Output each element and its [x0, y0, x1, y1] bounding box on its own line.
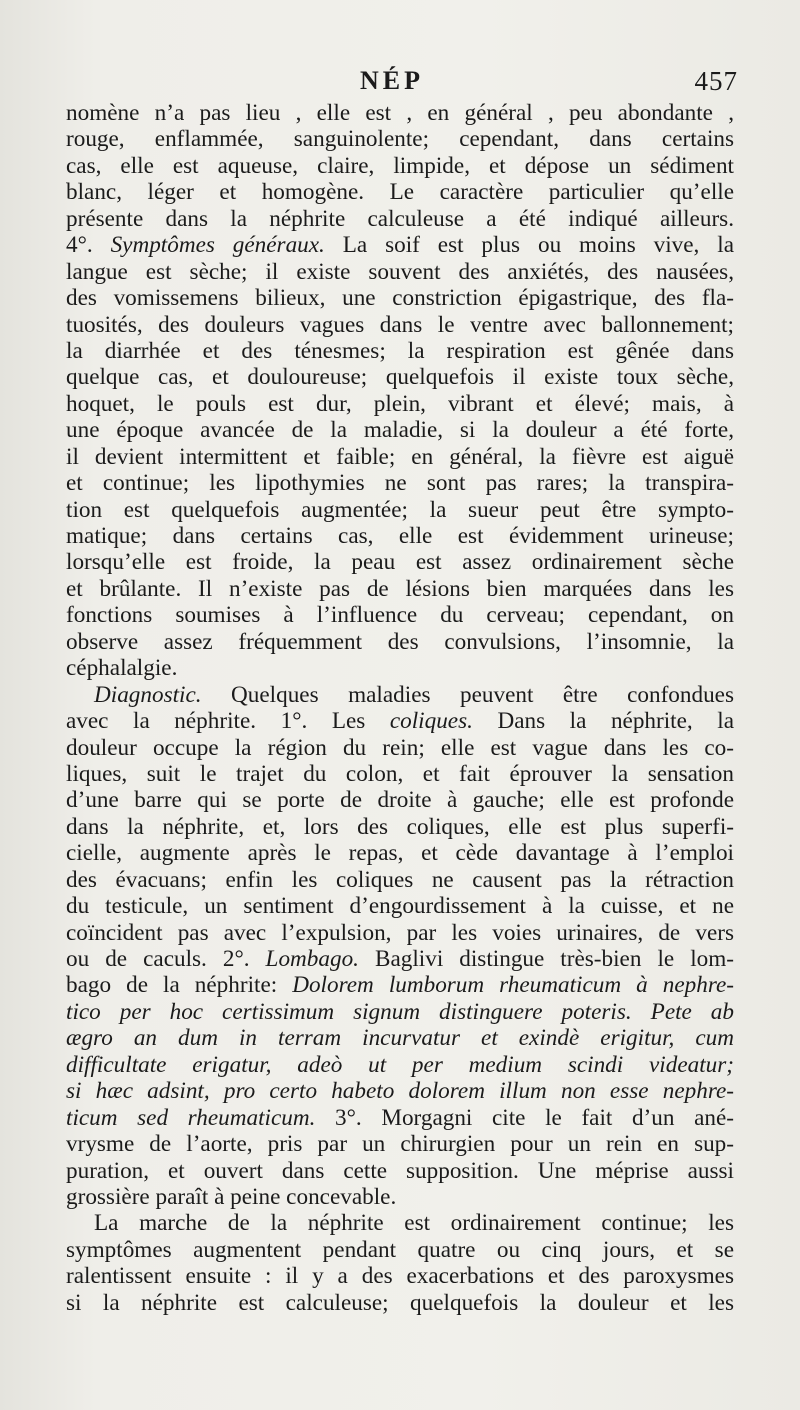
text-line	[66, 444, 734, 470]
page-number: 457	[694, 66, 738, 96]
text-segment: liques, suit le trajet du colon, et fait éprouver la sensation	[66, 760, 734, 787]
italic-segment: coliques.	[389, 708, 473, 735]
italic-segment: Diagnostic.	[94, 681, 202, 708]
text-line	[66, 629, 734, 655]
text-segment: bago de la néphrite:	[66, 972, 293, 999]
text-line	[66, 259, 734, 285]
text-segment: la diarrhée et des ténesmes; la respiration est gênée dans	[66, 337, 734, 364]
text-segment: avec la néphrite. 1°. Les	[66, 708, 390, 735]
italic-segment: difficultate erigatur, adeò ut per medium scindi videatur;	[66, 1051, 734, 1078]
italic-segment: ægro an dum in terram incurvatur et exindè erigitur, cum	[66, 1025, 734, 1052]
running-title: NÉP	[360, 66, 424, 95]
text-segment: du testicule, un sentiment d’engourdissement à la cuisse, et ne	[66, 893, 734, 920]
text-line	[66, 1052, 734, 1078]
italic-segment: Lombago.	[265, 946, 359, 972]
text-segment: présente dans la néphrite calculeuse a été indiqué ailleurs.	[66, 205, 734, 232]
text-line	[66, 787, 734, 813]
text-segment: cielle, augmente après le repas, et cède davantage à l’emploi	[66, 840, 734, 867]
text-line	[66, 708, 734, 734]
text-segment: grossière paraît à peine concevable.	[66, 1183, 397, 1210]
text-segment: La soif est plus ou moins vive, la	[324, 232, 734, 259]
text-line	[66, 364, 734, 390]
text-line	[66, 946, 734, 972]
text-line	[66, 100, 734, 126]
text-line	[66, 999, 734, 1025]
text-line	[66, 761, 734, 787]
text-line	[66, 285, 734, 311]
text-segment: si la néphrite est calculeuse; quelquefois la douleur et les	[66, 1289, 734, 1316]
text-line	[66, 549, 734, 575]
text-segment: il devient intermittent et faible; en général, la fièvre est aiguë	[66, 443, 734, 470]
text-line	[66, 1184, 734, 1210]
text-line	[66, 576, 734, 602]
text-line	[66, 602, 734, 628]
text-segment: Baglivi distingue très-bien le lom-	[358, 946, 734, 972]
text-line	[66, 338, 734, 364]
text-line	[66, 1158, 734, 1184]
text-line	[66, 1105, 734, 1131]
text-segment: observe assez fréquemment des convulsions, l’insomnie, la	[66, 628, 734, 655]
text-line	[66, 470, 734, 496]
text-line	[66, 1263, 734, 1289]
text-segment: des évacuans; enfin les coliques ne causent pas la rétraction	[66, 866, 734, 893]
text-line	[66, 920, 734, 946]
text-segment: matique; dans certains cas, elle est évidemment urineuse;	[66, 523, 734, 549]
italic-segment: Dolorem lumborum rheumaticum à nephre-	[292, 972, 735, 999]
text-segment: 3°. Morgagni cite le fait d’un ané-	[315, 1104, 734, 1131]
text-segment: coïncident pas avec l’expulsion, par les voies urinaires, de vers	[66, 919, 734, 946]
body-text	[66, 100, 734, 1316]
text-segment: langue est sèche; il existe souvent des anxiétés, des nausées,	[66, 258, 734, 285]
text-segment: symptômes augmentent pendant quatre ou cinq jours, et se	[66, 1236, 734, 1263]
text-line	[66, 893, 734, 919]
text-line	[66, 840, 734, 866]
text-segment: fonctions soumises à l’influence du cerveau; cependant, on	[66, 602, 734, 629]
text-segment: lorsqu’elle est froide, la peau est assez ordinairement sèche	[66, 549, 734, 576]
text-line	[66, 1078, 734, 1104]
text-segment: rouge, enflammée, sanguinolente; cependant, dans certains	[66, 126, 734, 153]
text-segment: blanc, léger et homogène. Le caractère particulier qu’elle	[66, 179, 734, 206]
text-line	[66, 867, 734, 893]
text-line	[66, 153, 734, 179]
text-segment: puration, et ouvert dans cette supposition. Une méprise aussi	[66, 1157, 734, 1184]
text-line	[66, 1237, 734, 1263]
running-head	[0, 66, 800, 100]
text-segment: vrysme de l’aorte, pris par un chirurgien pour un rein en sup-	[66, 1131, 734, 1158]
text-segment: tion est quelquefois augmentée; la sueur peut être sympto-	[66, 496, 734, 523]
text-line	[66, 814, 734, 840]
text-line	[66, 523, 734, 549]
text-segment: La marche de la néphrite est ordinairement continue; les	[94, 1210, 734, 1237]
text-line	[66, 497, 734, 523]
text-segment: Quelques maladies peuvent être confondues	[201, 681, 734, 708]
text-segment: nomène n’a pas lieu , elle est , en général , peu abondante ,	[66, 100, 734, 126]
text-line	[66, 417, 734, 443]
text-line	[66, 655, 734, 681]
text-segment: et brûlante. Il n’existe pas de lésions bien marquées dans les	[66, 575, 734, 602]
text-line	[66, 972, 734, 998]
text-segment: quelque cas, et douloureuse; quelquefois il existe toux sèche,	[66, 364, 734, 391]
text-segment: cas, elle est aqueuse, claire, limpide, et dépose un sédiment	[66, 152, 734, 179]
text-line	[66, 682, 734, 708]
text-segment: tuosités, des douleurs vagues dans le ventre avec ballonnement;	[66, 311, 734, 338]
italic-segment: si hæc adsint, pro certo habeto dolorem illum non esse nephre-	[66, 1078, 734, 1105]
text-line	[66, 1210, 734, 1236]
text-segment: 4°.	[66, 232, 111, 259]
italic-segment: tico per hoc certissimum signum distinguere poteris. Pete ab	[66, 998, 734, 1025]
text-line	[66, 735, 734, 761]
italic-segment: ticum sed rheumaticum.	[66, 1104, 316, 1131]
text-segment: céphalalgie.	[66, 655, 178, 682]
text-line	[66, 126, 734, 152]
text-segment: d’une barre qui se porte de droite à gauche; elle est profonde	[66, 787, 734, 814]
text-segment: des vomissemens bilieux, une constriction épigastrique, des fla-	[66, 285, 734, 312]
text-line	[66, 206, 734, 232]
text-segment: hoquet, le pouls est dur, plein, vibrant et élevé; mais, à	[66, 390, 734, 417]
text-segment: et continue; les lipothymies ne sont pas rares; la transpira-	[66, 470, 734, 497]
text-segment: une époque avancée de la maladie, si la douleur a été forte,	[66, 417, 734, 444]
text-segment: ou de caculs. 2°.	[66, 946, 266, 972]
text-line	[66, 1290, 734, 1316]
text-segment: Dans la néphrite, la	[472, 708, 734, 735]
text-line	[66, 232, 734, 258]
text-segment: dans la néphrite, et, lors des coliques, elle est plus superfi-	[66, 813, 734, 840]
text-segment: ralentissent ensuite : il y a des exacerbations et des paroxysmes	[66, 1263, 734, 1290]
text-line	[66, 312, 734, 338]
text-segment: douleur occupe la région du rein; elle est vague dans les co-	[66, 734, 734, 761]
text-line	[66, 1131, 734, 1157]
italic-segment: Symptômes généraux.	[110, 232, 325, 259]
text-line	[66, 1025, 734, 1051]
text-line	[66, 391, 734, 417]
text-line	[66, 179, 734, 205]
